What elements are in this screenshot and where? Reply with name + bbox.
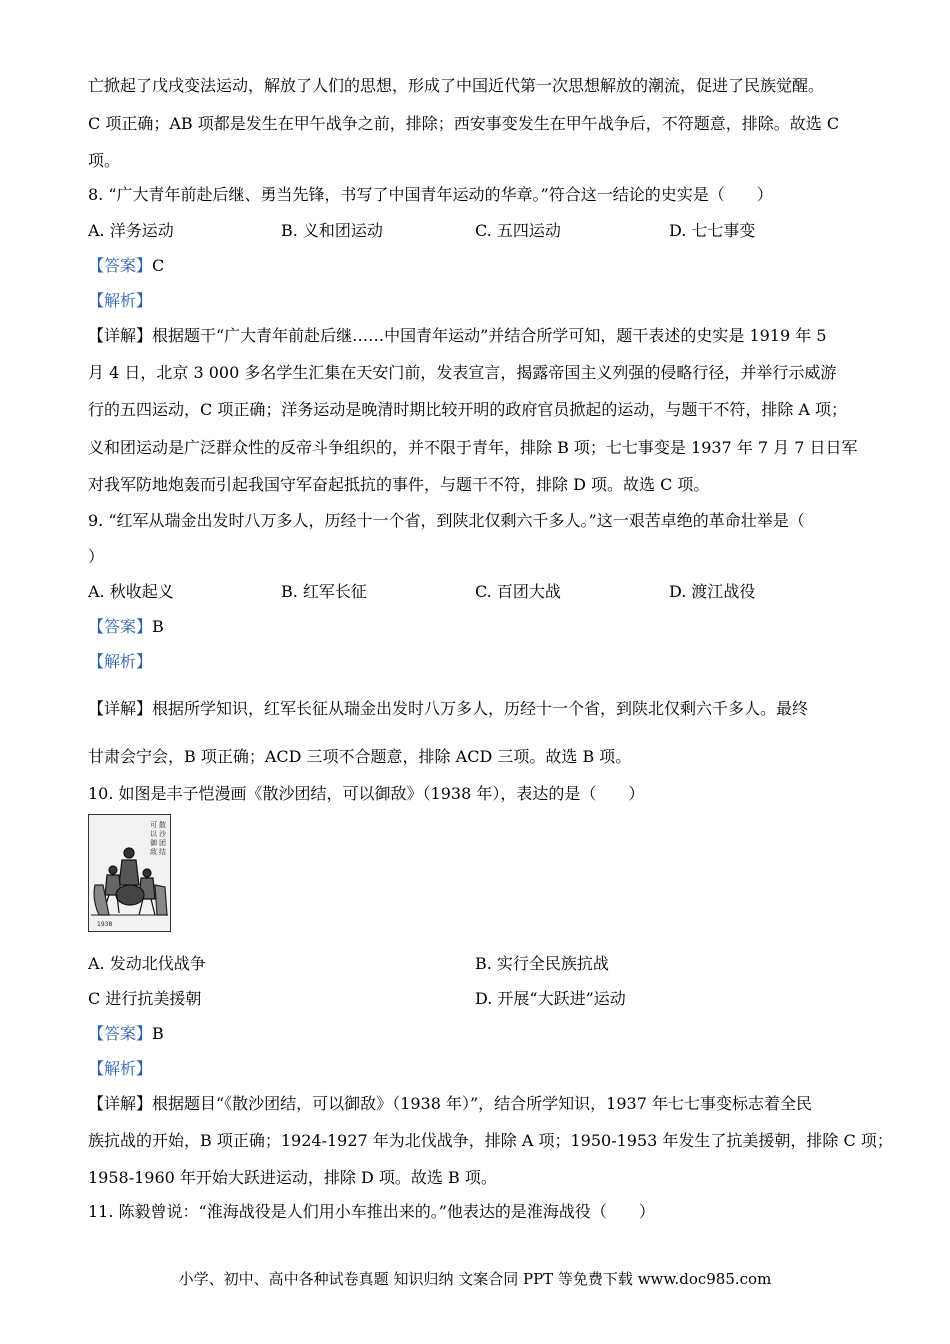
q8-detail-line: 月 4 日，北京 3 000 多名学生汇集在天安门前，发表宣言，揭露帝国主义列强的侵略行径，并举行示威游 [88,363,837,382]
answer-tag: 【答案】 [88,617,153,636]
q10-analysis-tag: 【解析】 [88,1059,153,1078]
q8-detail-line: 行的五四运动，C 项正确；洋务运动是晚清时期比较开明的政府官员掀起的运动，与题干不符，排除 A 项； [88,400,848,419]
q10-answer [88,1023,164,1045]
q9-detail-line: 【详解】根据所学知识，红军长征从瑞金出发时八万多人，历经十一个省，到陕北仅剩六千多人。最终 [88,699,809,718]
q8-option-d: D. 七七事变 [669,221,756,240]
q8-detail-line: 义和团运动是广泛群众性的反帝斗争组织的，并不限于青年，排除 B 项；七七事变是 1937 年 7 月 7 日日军 [88,438,858,457]
q8-option-b: B. 义和团运动 [281,221,383,240]
svg-text:团: 团 [159,839,166,847]
answer-tag: 【答案】 [88,1024,153,1043]
q8-detail-line: 【详解】根据题干“广大青年前赴后继……中国青年运动”并结合所学可知，题干表述的史实是 1919 年 5 [88,326,827,345]
text-line: 项。 [88,151,121,170]
svg-text:以: 以 [150,830,157,838]
q10-detail-line: 1958-1960 年开始大跃进运动，排除 D 项。故选 B 项。 [88,1168,497,1187]
svg-text:沙: 沙 [159,830,166,838]
svg-text:敌: 敌 [150,848,157,856]
question-10-stem: 10. 如图是丰子恺漫画《散沙团结，可以御敌》（1938 年），表达的是（ ） [88,784,645,803]
q9-answer [88,616,164,638]
q10-option-a: A. 发动北伐战争 [88,954,206,973]
question-9-stem-cont: ） [88,547,105,566]
question-8-stem: 8. “广大青年前赴后继、勇当先锋，书写了中国青年运动的华章。”符合这一结论的史实是（ ） [88,185,773,204]
q9-option-d: D. 渡江战役 [669,582,756,601]
q10-detail-line: 族抗战的开始，B 项正确；1924-1927 年为北伐战争，排除 A 项；1950-1953 年发生了抗美援朝，排除 C 项； [88,1131,893,1150]
cartoon-image [88,814,171,932]
svg-text:御: 御 [150,839,157,847]
cartoon-caption-col: 散 [159,821,166,829]
q9-analysis-tag: 【解析】 [88,652,153,671]
page-footer: 小学、初中、高中各种试卷真题 知识归纳 文案合同 PPT 等免费下载 www.doc985.com [178,1270,772,1288]
q8-option-a: A. 洋务运动 [88,221,174,240]
answer-value: B [152,617,164,636]
q9-option-a: A. 秋收起义 [88,582,174,601]
q9-option-c: C. 百团大战 [475,582,561,601]
q8-analysis-tag: 【解析】 [88,291,153,310]
answer-value: C [152,256,165,275]
q10-option-d: D. 开展“大跃进”运动 [475,989,626,1008]
cartoon-year-label: 1938 [97,921,113,928]
answer-value: B [152,1024,164,1043]
svg-text:可: 可 [150,821,157,829]
answer-tag: 【答案】 [88,256,153,275]
q8-option-c: C. 五四运动 [475,221,561,240]
question-11-stem: 11. 陈毅曾说：“淮海战役是人们用小车推出来的。”他表达的是淮海战役（ ） [88,1202,655,1221]
q10-option-b: B. 实行全民族抗战 [475,954,609,973]
q10-option-c: C 进行抗美援朝 [88,989,202,1008]
svg-text:结: 结 [159,848,166,856]
question-9-stem: 9. “红军从瑞金出发时八万多人，历经十一个省，到陕北仅剩六千多人。”这一艰苦卓绝的革命壮举是（ [88,511,805,530]
q8-detail-line: 对我军防地炮轰而引起我国守军奋起抵抗的事件，与题干不符，排除 D 项。故选 C 项。 [88,475,710,494]
q9-option-b: B. 红军长征 [281,582,367,601]
cartoon-illustration [89,815,170,931]
q8-answer [88,255,164,277]
text-line: C 项正确；AB 项都是发生在甲午战争之前，排除；西安事变发生在甲午战争后，不符题意，排除。故选 C [88,114,840,133]
q9-detail-line: 甘肃会宁会，B 项正确；ACD 三项不合题意，排除 ACD 三项。故选 B 项。 [88,747,632,766]
q10-detail-line: 【详解】根据题目“《散沙团结，可以御敌》（1938 年）”，结合所学知识，1937 年七七事变标志着全民 [88,1094,812,1113]
text-line: 亡掀起了戊戌变法运动，解放了人们的思想，形成了中国近代第一次思想解放的潮流，促进了民族觉醒。 [88,76,825,95]
